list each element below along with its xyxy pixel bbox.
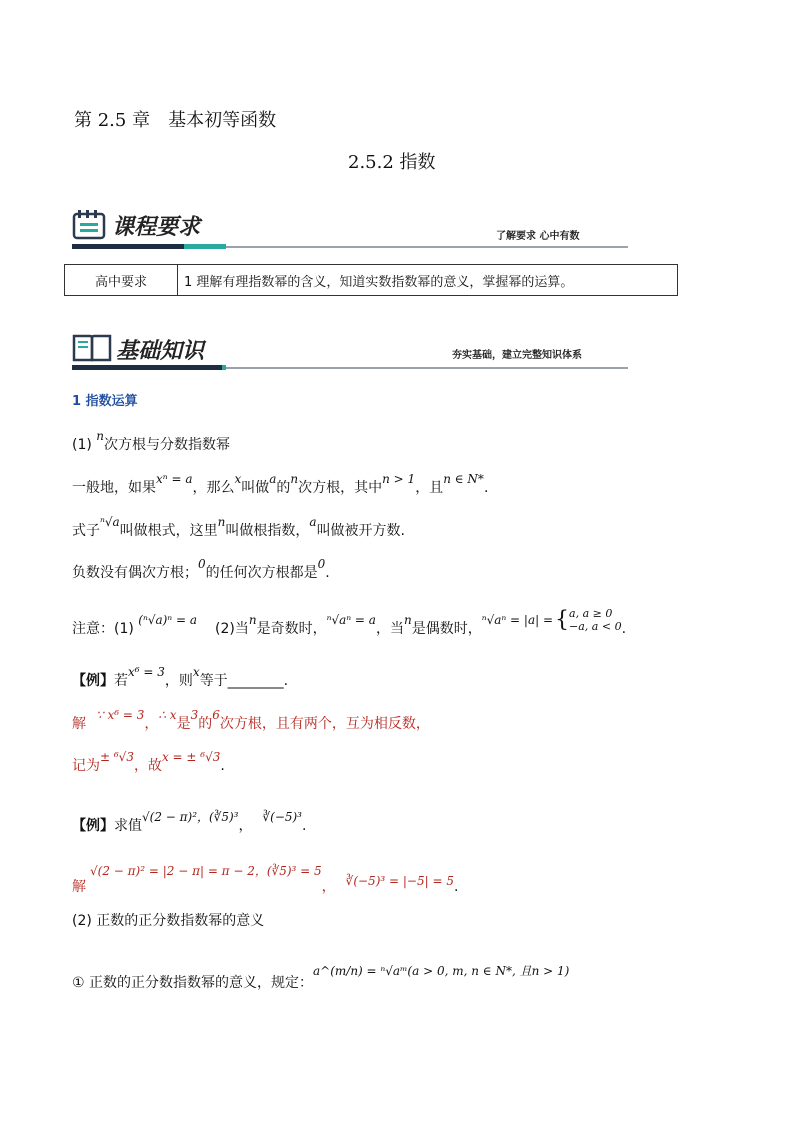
subheading-2: (2) 正数的正分数指数幂的意义 xyxy=(72,913,265,929)
text: 叫做 xyxy=(241,480,270,496)
text: 叫做被开方数. xyxy=(316,523,406,539)
solution-label: 解 xyxy=(72,879,86,895)
math: x = ± ⁶√3 xyxy=(161,750,221,764)
text: 叫做根指数， xyxy=(225,523,310,539)
solution-2 xyxy=(72,864,459,896)
text: (1) xyxy=(72,437,97,453)
text: . xyxy=(483,480,489,496)
text: . xyxy=(220,758,225,774)
banner-subtitle: 夯实基础，建立完整知识体系 xyxy=(452,350,582,361)
math: ⁿ√aⁿ = |a| = xyxy=(481,613,554,627)
example-2 xyxy=(72,810,307,835)
banner-course-requirements xyxy=(72,210,628,252)
math: 0 xyxy=(198,557,206,571)
text: ，当 xyxy=(375,621,404,637)
math: ± ⁶√3 xyxy=(100,750,134,764)
math: n xyxy=(290,472,299,486)
math: n xyxy=(403,613,412,627)
text: 是奇数时， xyxy=(256,621,327,637)
math: ∛(−5)³ xyxy=(262,810,302,824)
text: 次方根与分数指数幂 xyxy=(104,437,231,453)
math: 6 xyxy=(212,708,220,722)
text: 负数没有偶次方根； xyxy=(72,565,198,581)
text: 次方根，且有两个，互为相反数， xyxy=(219,716,430,732)
math: n xyxy=(248,613,257,627)
text: ， xyxy=(321,879,336,895)
text: . xyxy=(325,565,330,581)
solution-1 xyxy=(72,708,430,733)
math: a xyxy=(269,472,277,486)
text: 是 xyxy=(176,716,191,732)
math: (ⁿ√a)ⁿ = a xyxy=(138,613,198,627)
solution-label: 解 xyxy=(72,716,86,732)
math: ⁿ√aⁿ = a xyxy=(326,613,376,627)
text: ① 正数的正分数指数幂的意义，规定： xyxy=(72,975,313,991)
banner-title: 基础知识 xyxy=(116,339,205,364)
paragraph-definition xyxy=(72,472,489,497)
math: n xyxy=(217,515,226,529)
text: 注意：(1) xyxy=(72,621,139,637)
piecewise-cases: { a, a ≥ 0 −a, a < 0 xyxy=(555,607,622,633)
math: ∴ x xyxy=(158,708,177,722)
text: 求值 xyxy=(114,818,142,834)
text: 的 xyxy=(198,716,213,732)
section-heading: 1 指数运算 xyxy=(72,394,138,409)
text: 若 xyxy=(114,673,128,689)
text: ，故 xyxy=(133,758,162,774)
math: 3 xyxy=(190,708,199,722)
math: ∛(−5)³ = |−5| = 5 xyxy=(345,874,454,888)
math: x xyxy=(192,665,200,679)
example-label: 【例】 xyxy=(72,673,114,689)
text: 是偶数时， xyxy=(411,621,482,637)
text: (2)当 xyxy=(215,621,249,637)
text: 记为 xyxy=(72,758,100,774)
text: . xyxy=(621,621,627,637)
requirement-label: 高中要求 xyxy=(65,265,178,296)
text: 的任何次方根都是 xyxy=(205,565,318,581)
solution-1-cont xyxy=(72,750,225,775)
text: . xyxy=(302,818,307,834)
banner-title: 课程要求 xyxy=(112,215,201,240)
case: a, a ≥ 0 xyxy=(569,607,613,620)
math: x xyxy=(234,472,242,486)
subheading-1 xyxy=(72,429,231,454)
text: . xyxy=(453,879,459,895)
text: ，且 xyxy=(415,480,444,496)
text: ， xyxy=(144,716,159,732)
math: ⁿ√a xyxy=(100,515,120,529)
text: ，那么 xyxy=(192,480,235,496)
math: √(2 − π)² = |2 − π| = π − 2，(∛5)³ = 5 xyxy=(90,864,322,878)
math: x⁶ = 3 xyxy=(128,665,165,679)
math: ∵ x⁶ = 3 xyxy=(96,708,145,722)
paragraph-negative xyxy=(72,557,330,582)
text: 一般地，如果 xyxy=(72,480,156,496)
math: 0 xyxy=(317,557,326,571)
example-label: 【例】 xyxy=(72,818,114,834)
requirements-table xyxy=(64,264,678,296)
math: a^(m/n) = ⁿ√aᵐ(a > 0, m, n ∈ N*, 且n > 1) xyxy=(313,964,570,978)
requirement-text: 1 理解有理指数幂的含义，知道实数指数幂的意义，掌握幂的运算。 xyxy=(178,265,678,296)
math: n > 1 xyxy=(382,472,416,486)
banner-subtitle: 了解要求 心中有数 xyxy=(496,231,580,242)
text: 的 xyxy=(276,480,291,496)
math: xⁿ = a xyxy=(156,472,193,486)
math: √(2 − π)²，(∛5)³ xyxy=(142,810,239,824)
case: −a, a < 0 xyxy=(569,620,622,633)
text: 等于________. xyxy=(199,673,289,689)
table-row xyxy=(65,265,678,296)
text: 叫做根式，这里 xyxy=(119,523,218,539)
math: n ∈ N* xyxy=(443,472,484,486)
math-n: n xyxy=(96,429,105,443)
section-title: 2.5.2 指数 xyxy=(348,152,436,173)
text: 式子 xyxy=(72,523,100,539)
text: 次方根，其中 xyxy=(298,480,383,496)
paragraph-fractional-exponent xyxy=(72,964,570,992)
example-1 xyxy=(72,665,289,690)
math: a xyxy=(309,515,317,529)
paragraph-radical xyxy=(72,515,406,540)
text: ， xyxy=(238,818,253,834)
chapter-title: 第 2.5 章 基本初等函数 xyxy=(74,110,277,131)
paragraph-note xyxy=(72,607,627,642)
banner-basic-knowledge xyxy=(72,332,628,372)
text: ，则 xyxy=(164,673,193,689)
